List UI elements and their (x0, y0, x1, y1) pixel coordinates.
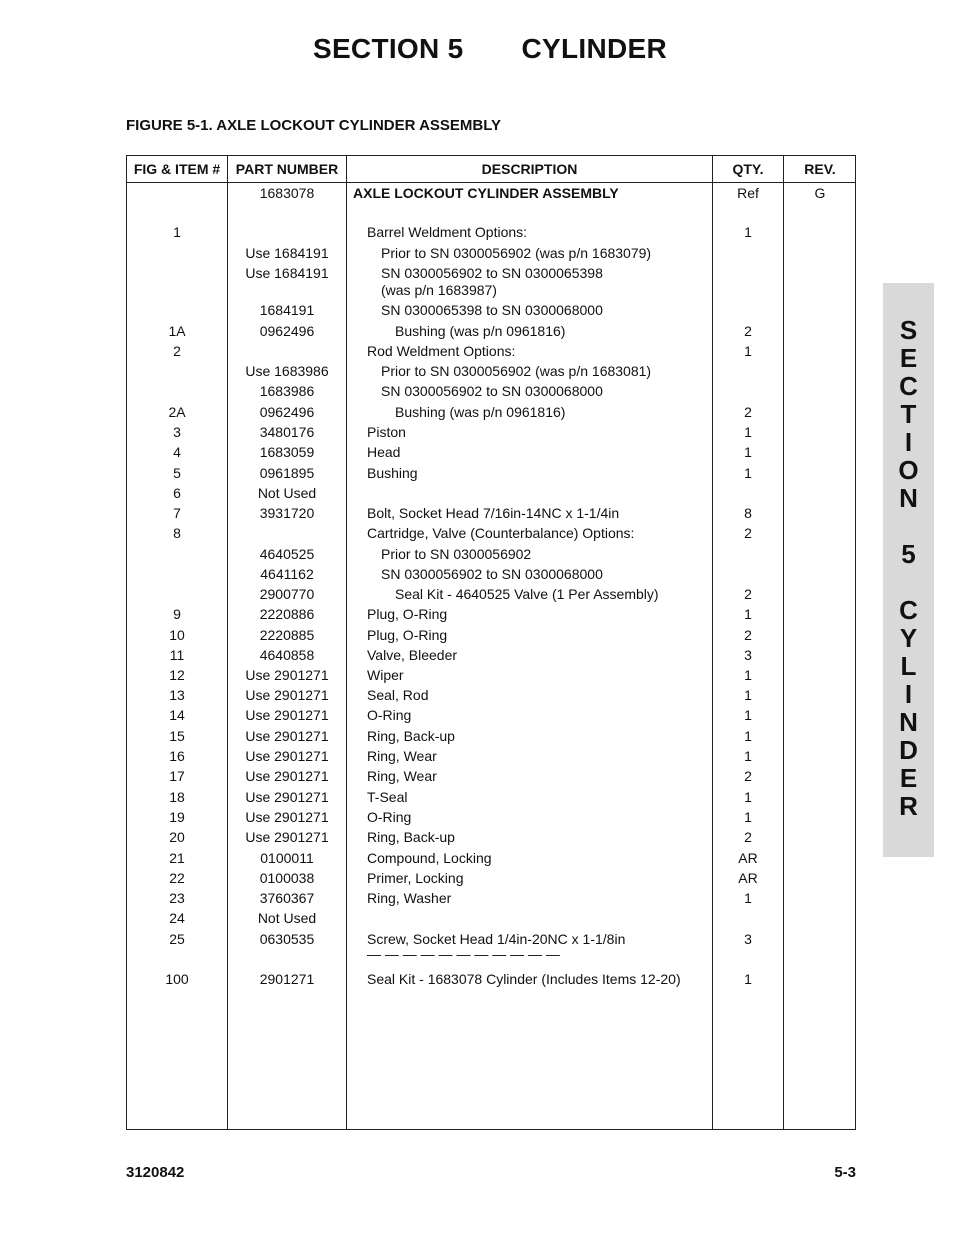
description-cell: Seal, Rod (367, 687, 429, 703)
description-cell: Ring, Back-up (367, 728, 455, 744)
description-cell: Screw, Socket Head 1/4in-20NC x 1-1/8in (367, 931, 626, 947)
description-cell: Valve, Bleeder (367, 647, 458, 663)
side-tab-letter: O (898, 455, 919, 485)
table-row (127, 465, 857, 485)
description-cell: Bushing (was p/n 0961816) (395, 404, 566, 420)
part-number-cell: Use 2901271 (245, 809, 329, 825)
table-row (127, 829, 857, 849)
description-cell: O-Ring (367, 707, 412, 723)
table-row (127, 789, 857, 809)
description-cell: Rod Weldment Options: (367, 343, 516, 359)
description-cell: T-Seal (367, 789, 408, 805)
table-row (127, 323, 857, 343)
qty-cell: AR (738, 850, 758, 866)
part-number-cell: 3480176 (259, 424, 315, 440)
side-tab-letter: N (899, 707, 918, 737)
qty-cell: 1 (744, 809, 752, 825)
figure-caption: FIGURE 5-1. AXLE LOCKOUT CYLINDER ASSEMBLY (126, 117, 502, 134)
fig-item-cell: 21 (169, 850, 185, 866)
table-row (127, 647, 857, 667)
part-number-cell: 0100011 (260, 850, 314, 866)
description-cell: Prior to SN 0300056902 (was p/n 1683079) (381, 245, 652, 261)
part-number-cell: 2901271 (259, 971, 315, 987)
description-cell: Ring, Back-up (367, 829, 455, 845)
part-number-cell: Use 2901271 (245, 748, 329, 764)
fig-item-cell: 9 (173, 606, 181, 622)
fig-item-cell: 5 (173, 465, 181, 481)
side-tab-letter: L (900, 651, 917, 681)
table-row (127, 910, 857, 930)
description-cell: Bushing (367, 465, 418, 481)
description-cell: Primer, Locking (367, 870, 464, 886)
table-row (127, 606, 857, 626)
part-number-cell: 2220886 (259, 606, 315, 622)
part-number-cell: 4641162 (260, 566, 314, 582)
document-number: 3120842 (126, 1164, 185, 1181)
fig-item-cell: 8 (173, 525, 181, 541)
part-number-cell: Use 1684191 (245, 265, 329, 281)
fig-item-cell: 6 (173, 485, 181, 501)
header-qty: QTY. (732, 161, 764, 177)
table-row (127, 667, 857, 687)
fig-item-cell: 20 (169, 829, 185, 845)
table-row (127, 687, 857, 707)
section-title (0, 33, 954, 65)
qty-cell: 1 (744, 444, 752, 460)
part-number-cell: Use 2901271 (245, 768, 329, 784)
qty-cell: 2 (744, 627, 752, 643)
part-number-cell: Use 2901271 (245, 728, 329, 744)
section-side-tab (883, 283, 934, 857)
side-tab-letter: N (899, 483, 918, 513)
part-number-cell: 0630535 (259, 931, 315, 947)
side-tab-letter: C (899, 371, 918, 401)
table-row (127, 946, 857, 966)
side-tab-letter: D (899, 735, 918, 765)
fig-item-cell: 14 (169, 707, 185, 723)
qty-cell: 2 (744, 586, 752, 602)
qty-cell: 1 (744, 667, 752, 683)
table-row (127, 245, 857, 265)
table-row (127, 525, 857, 545)
side-tab-letter: C (899, 595, 918, 625)
table-row (127, 748, 857, 768)
fig-item-cell: 10 (169, 627, 185, 643)
description-cell: Plug, O-Ring (367, 627, 448, 643)
qty-cell: 8 (744, 505, 752, 521)
description-cell: SN 0300065398 to SN 0300068000 (381, 302, 603, 318)
table-row (127, 728, 857, 748)
description-cell: Bushing (was p/n 0961816) (395, 323, 566, 339)
table-row (127, 282, 857, 302)
fig-item-cell: 4 (173, 444, 181, 460)
section-name: CYLINDER (521, 33, 668, 64)
table-row (127, 363, 857, 383)
table-row (127, 850, 857, 870)
fig-item-cell: 2A (168, 404, 186, 420)
table-row (127, 870, 857, 890)
header-part-number: PART NUMBER (235, 161, 339, 177)
fig-item-cell: 2 (173, 343, 181, 359)
table-row (127, 707, 857, 727)
qty-cell: 1 (744, 971, 752, 987)
qty-cell: 2 (744, 768, 752, 784)
fig-item-cell: 11 (169, 647, 185, 663)
qty-cell: 2 (744, 404, 752, 420)
qty-cell: 2 (744, 525, 752, 541)
qty-cell: AR (738, 870, 758, 886)
table-row (127, 546, 857, 566)
description-cell: Plug, O-Ring (367, 606, 448, 622)
part-number-cell: Use 1683986 (245, 363, 329, 379)
part-number-cell: Use 2901271 (245, 829, 329, 845)
qty-cell: 2 (744, 829, 752, 845)
qty-cell: 1 (744, 606, 752, 622)
side-tab-letter: 5 (901, 539, 916, 569)
table-row (127, 383, 857, 403)
description-cell: Ring, Wear (367, 768, 437, 784)
side-tab-letter: E (899, 763, 918, 793)
fig-item-cell: 23 (169, 890, 185, 906)
table-row (127, 444, 857, 464)
side-tab-letter: S (899, 315, 918, 345)
side-tab-letter: I (904, 679, 913, 709)
description-cell: Barrel Weldment Options: (367, 224, 528, 240)
fig-item-cell: 24 (169, 910, 185, 926)
qty-cell: 1 (744, 748, 752, 764)
qty-cell: 1 (744, 890, 752, 906)
table-row (127, 343, 857, 363)
page-number: 5-3 (834, 1164, 856, 1181)
part-number-cell: 0962496 (259, 323, 315, 339)
description-cell: SN 0300056902 to SN 0300068000 (381, 383, 603, 399)
fig-item-cell: 22 (169, 870, 185, 886)
part-number-cell: 0100038 (259, 870, 315, 886)
table-row (127, 890, 857, 910)
fig-item-cell: 1 (173, 224, 181, 240)
qty-cell: 1 (744, 789, 752, 805)
header-description: DESCRIPTION (481, 161, 578, 177)
side-tab-letter: Y (899, 623, 918, 653)
fig-item-cell: 19 (169, 809, 185, 825)
qty-cell: 1 (744, 224, 752, 240)
table-row (127, 185, 857, 205)
side-tab-letter: E (899, 343, 918, 373)
part-number-cell: Use 1684191 (245, 245, 329, 261)
description-cell: Wiper (367, 667, 404, 683)
description-cell: — — — — — — — — — — — (367, 946, 560, 962)
table-row (127, 424, 857, 444)
part-number-cell: Not Used (257, 485, 317, 501)
fig-item-cell: 12 (169, 667, 185, 683)
part-number-cell: 4640858 (259, 647, 315, 663)
fig-item-cell: 25 (169, 931, 185, 947)
table-row (127, 505, 857, 525)
description-cell: Seal Kit - 4640525 Valve (1 Per Assembly) (395, 586, 659, 602)
qty-cell: 1 (744, 465, 752, 481)
table-row (127, 302, 857, 322)
header-rev: REV. (804, 161, 836, 177)
description-cell: Ring, Washer (367, 890, 452, 906)
table-row (127, 586, 857, 606)
part-number-cell: 0961895 (259, 465, 315, 481)
description-cell: Cartridge, Valve (Counterbalance) Options: (367, 525, 635, 541)
rev-cell: G (814, 185, 826, 201)
description-cell: SN 0300056902 to SN 0300068000 (381, 566, 603, 582)
description-cell: O-Ring (367, 809, 412, 825)
part-number-cell: Use 2901271 (245, 687, 329, 703)
part-number-cell: 1684191 (259, 302, 315, 318)
qty-cell: 1 (744, 728, 752, 744)
qty-cell: Ref (737, 185, 759, 201)
description-cell: Prior to SN 0300056902 (381, 546, 532, 562)
description-cell: AXLE LOCKOUT CYLINDER ASSEMBLY (353, 185, 619, 201)
description-cell: Prior to SN 0300056902 (was p/n 1683081) (381, 363, 652, 379)
table-row (127, 627, 857, 647)
part-number-cell: Use 2901271 (245, 789, 329, 805)
side-tab-letter: R (899, 791, 918, 821)
qty-cell: 1 (744, 707, 752, 723)
fig-item-cell: 7 (173, 505, 181, 521)
side-tab-letter: T (900, 399, 917, 429)
description-cell: (was p/n 1683987) (381, 282, 497, 298)
part-number-cell: 3931720 (259, 505, 315, 521)
qty-cell: 1 (744, 424, 752, 440)
description-cell: Ring, Wear (367, 748, 437, 764)
fig-item-cell: 13 (169, 687, 185, 703)
fig-item-cell: 1A (168, 323, 186, 339)
description-cell: Head (367, 444, 401, 460)
description-cell: Seal Kit - 1683078 Cylinder (Includes Items 12-20) (367, 971, 681, 987)
description-cell: SN 0300056902 to SN 0300065398 (381, 265, 603, 281)
part-number-cell: Use 2901271 (245, 707, 329, 723)
description-cell: Piston (367, 424, 406, 440)
parts-table (126, 155, 856, 1130)
part-number-cell: 4640525 (259, 546, 315, 562)
qty-cell: 1 (744, 343, 752, 359)
table-row (127, 971, 857, 991)
qty-cell: 3 (744, 931, 752, 947)
header-divider (127, 182, 855, 183)
qty-cell: 2 (744, 323, 752, 339)
part-number-cell: 1683078 (259, 185, 315, 201)
table-row (127, 566, 857, 586)
qty-cell: 3 (744, 647, 752, 663)
fig-item-cell: 17 (169, 768, 185, 784)
fig-item-cell: 18 (169, 789, 185, 805)
part-number-cell: Not Used (257, 910, 317, 926)
side-tab-letter: I (904, 427, 913, 457)
description-cell: Bolt, Socket Head 7/16in-14NC x 1-1/4in (367, 505, 620, 521)
table-row (127, 809, 857, 829)
fig-item-cell: 100 (165, 971, 189, 987)
table-row (127, 768, 857, 788)
fig-item-cell: 16 (169, 748, 185, 764)
part-number-cell: Use 2901271 (245, 667, 329, 683)
part-number-cell: 2900770 (259, 586, 315, 602)
part-number-cell: 1683059 (259, 444, 315, 460)
table-row (127, 485, 857, 505)
qty-cell: 1 (744, 687, 752, 703)
section-number: SECTION 5 (312, 33, 464, 64)
description-cell: Compound, Locking (367, 850, 492, 866)
header-fig-item: FIG & ITEM # (133, 161, 221, 177)
fig-item-cell: 3 (173, 424, 181, 440)
part-number-cell: 2220885 (259, 627, 315, 643)
table-row (127, 224, 857, 244)
part-number-cell: 1683986 (259, 383, 315, 399)
fig-item-cell: 15 (169, 728, 185, 744)
part-number-cell: 3760367 (259, 890, 315, 906)
part-number-cell: 0962496 (259, 404, 315, 420)
table-row (127, 404, 857, 424)
